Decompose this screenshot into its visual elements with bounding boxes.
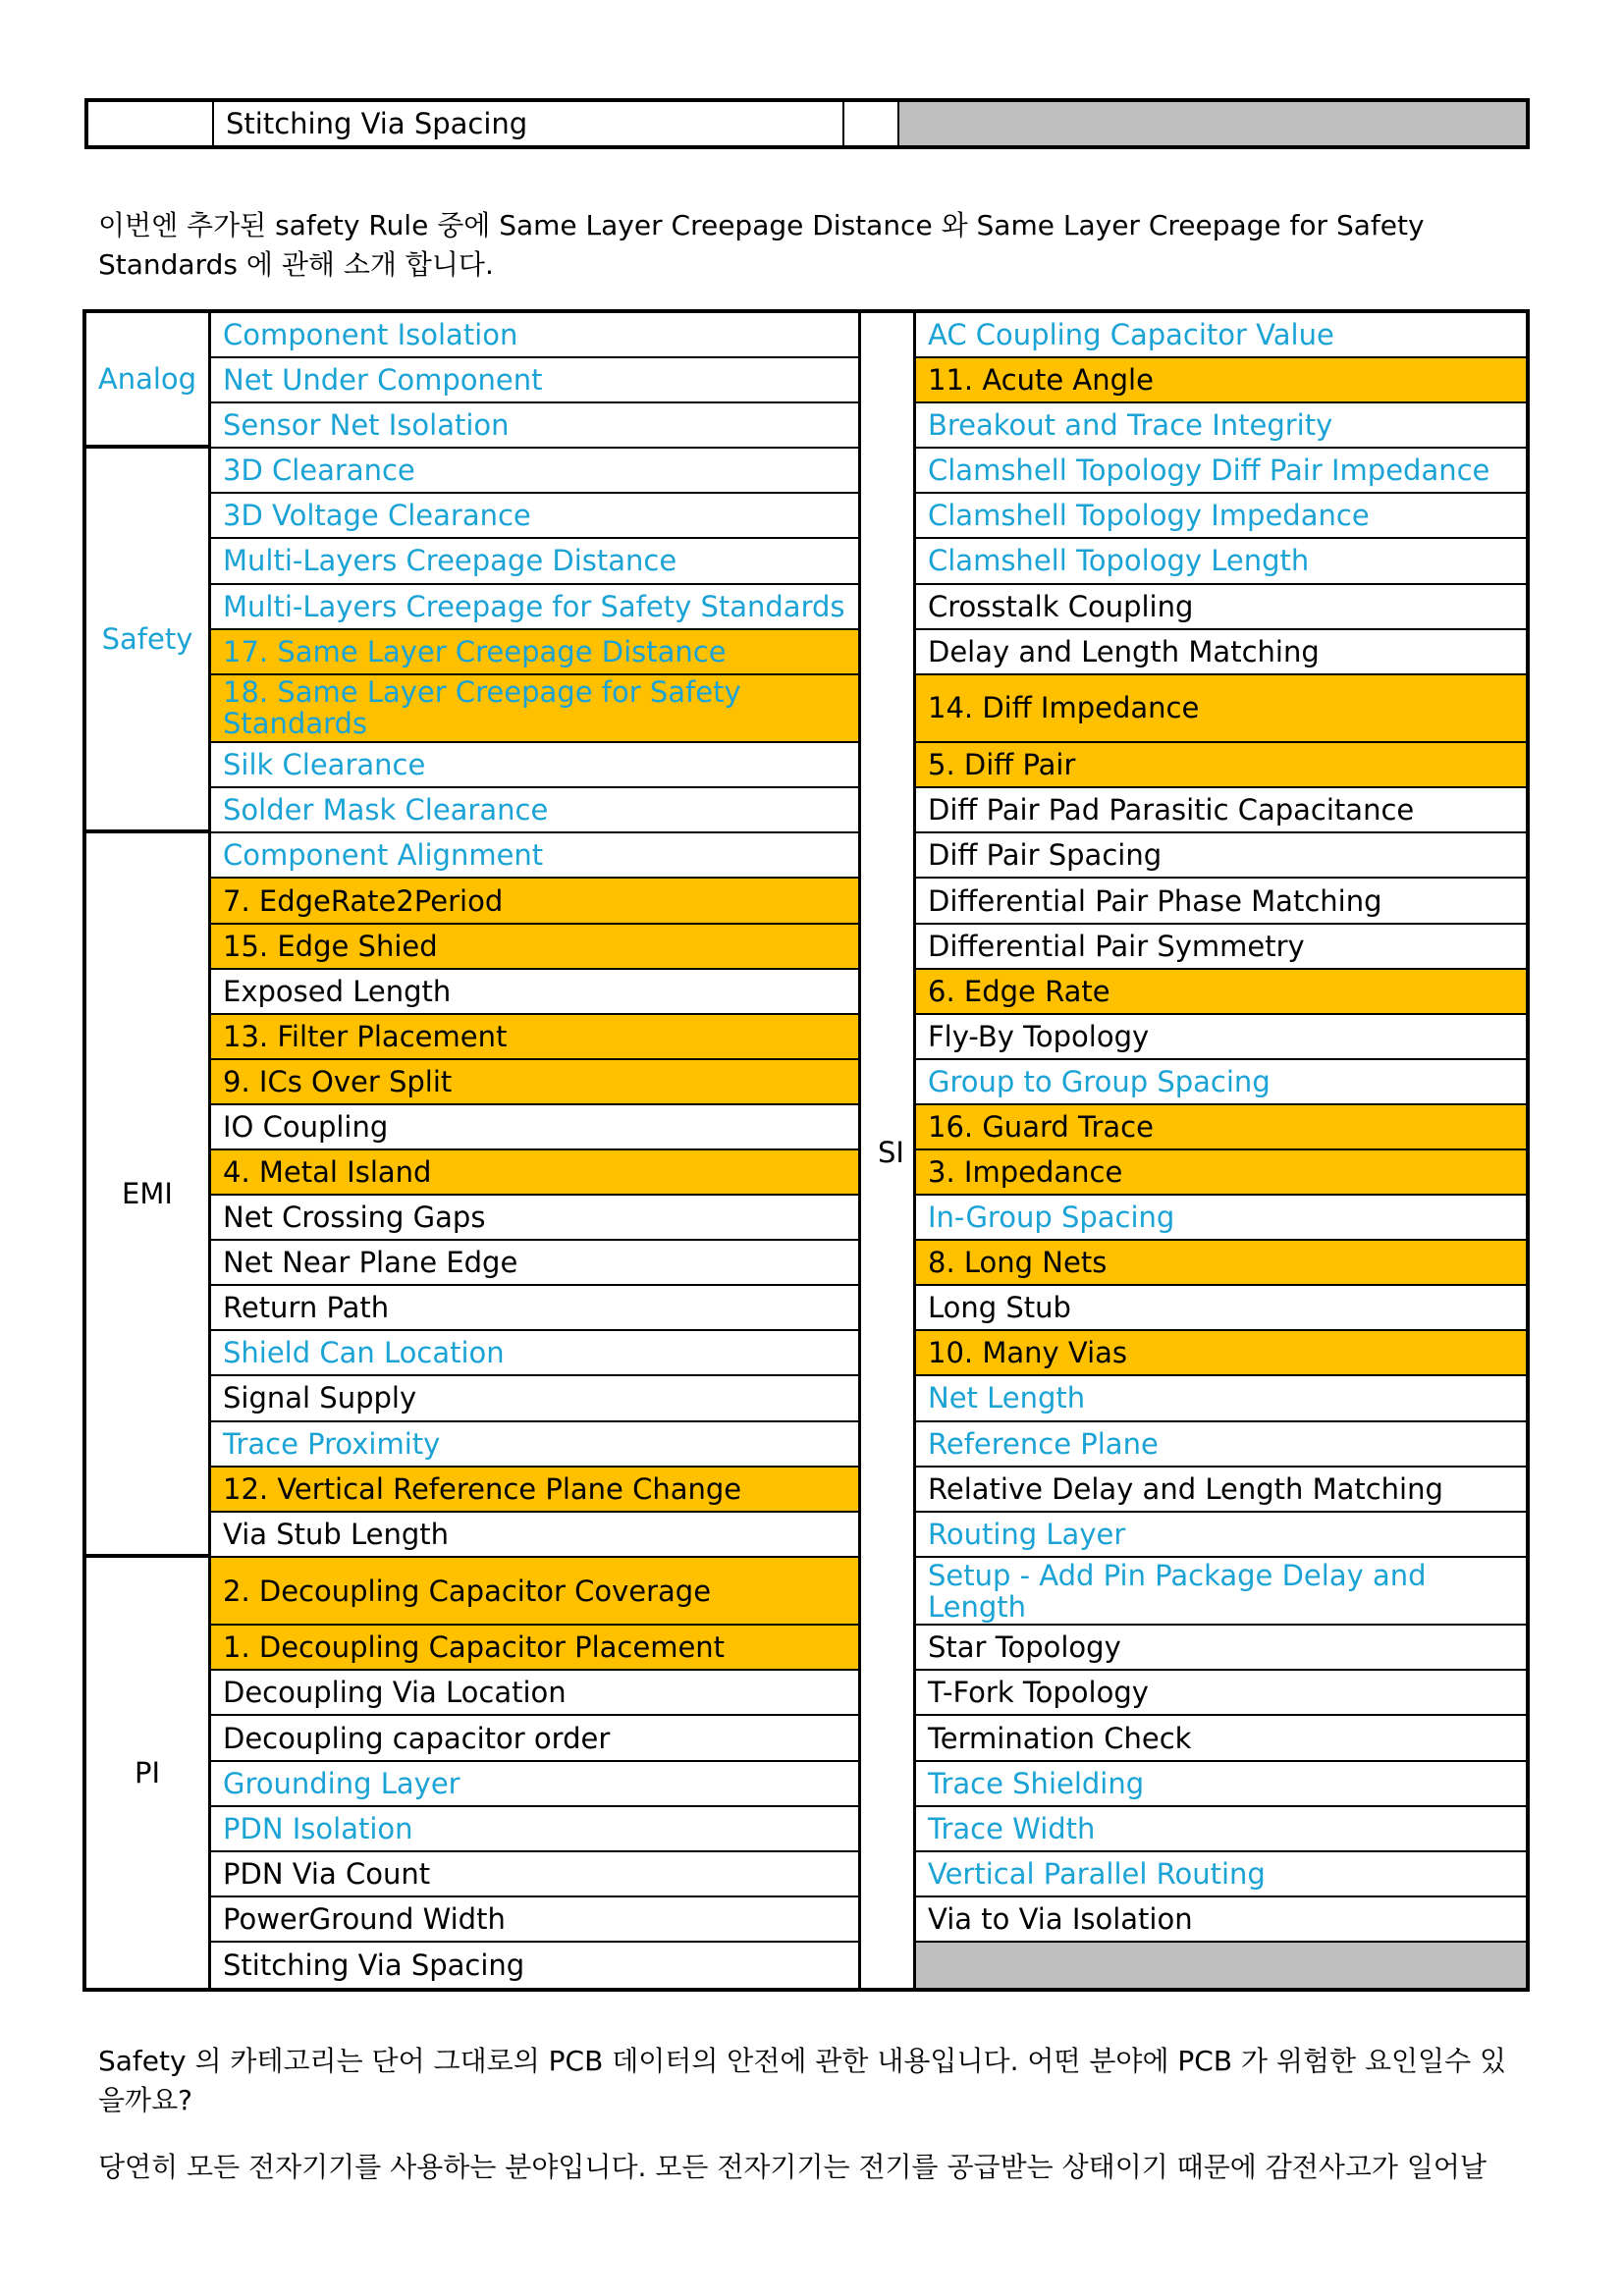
rule-row: Net Crossing Gaps [211,1196,858,1241]
rule-row: 5. Diff Pair [916,743,1526,788]
rule-row: Diff Pair Pad Parasitic Capacitance [916,788,1526,833]
rule-row: In-Group Spacing [916,1196,1526,1241]
rule-row: 3D Clearance [211,449,858,494]
rule-row: 6. Edge Rate [916,970,1526,1015]
rule-row: Via to Via Isolation [916,1897,1526,1943]
body-paragraph-1: Safety 의 카테고리는 단어 그대로의 PCB 데이터의 안전에 관한 내용입니다. 어떤 분야에 PCB 가 위험한 요인일수 있을까요? [98,2045,1507,2116]
left-rules-column [211,313,858,1988]
strip-empty-cell [88,102,214,145]
rule-row: Multi-Layers Creepage for Safety Standards [211,585,858,630]
rule-row: Signal Supply [211,1376,858,1421]
rule-row: PDN Isolation [211,1807,858,1852]
rule-row: Relative Delay and Length Matching [916,1468,1526,1513]
rule-row: 15. Edge Shied [211,925,858,970]
rule-row: 13. Filter Placement [211,1015,858,1060]
rule-row: Vertical Parallel Routing [916,1852,1526,1897]
body-paragraph-2: 당연히 모든 전자기기를 사용하는 분야입니다. 모든 전자기기는 전기를 공급받는 상태이기 때문에 감전사고가 일어날 [98,2151,1488,2183]
rule-row: Exposed Length [211,970,858,1015]
rule-row: Clamshell Topology Diff Pair Impedance [916,449,1526,494]
rule-row: Breakout and Trace Integrity [916,403,1526,449]
rule-row: Trace Shielding [916,1762,1526,1807]
rule-row: Component Alignment [211,833,858,879]
rule-row: Component Isolation [211,313,858,358]
rule-row: Trace Width [916,1807,1526,1852]
rule-row: 3D Voltage Clearance [211,494,858,539]
rule-row: Group to Group Spacing [916,1060,1526,1105]
rule-row: Shield Can Location [211,1331,858,1376]
rule-row: 10. Many Vias [916,1331,1526,1376]
rule-row: Reference Plane [916,1422,1526,1468]
rule-row: Net Length [916,1376,1526,1421]
rule-row: Solder Mask Clearance [211,788,858,833]
rule-row: 12. Vertical Reference Plane Change [211,1468,858,1513]
right-rules-column [916,313,1526,1988]
category-si: SI [878,1136,904,1169]
rule-row: PowerGround Width [211,1897,858,1943]
rule-row: 3. Impedance [916,1150,1526,1196]
rule-row: Net Near Plane Edge [211,1241,858,1286]
rules-table [82,309,1530,1992]
rule-row: PDN Via Count [211,1852,858,1897]
rule-row: Clamshell Topology Length [916,539,1526,584]
rule-row: Star Topology [916,1626,1526,1671]
rule-row: Multi-Layers Creepage Distance [211,539,858,584]
rule-row: Decoupling Via Location [211,1671,858,1716]
strip-rule-cell: Stitching Via Spacing [214,102,844,145]
rule-row: 18. Same Layer Creepage for Safety Standards [211,675,858,744]
continuation-table [84,98,1530,149]
category-column [86,313,208,1988]
rule-row: Stitching Via Spacing [223,1948,525,1982]
rule-row: Delay and Length Matching [916,630,1526,675]
category-analog: Analog [86,313,208,449]
rule-row: Fly-By Topology [916,1015,1526,1060]
rule-row: AC Coupling Capacitor Value [916,313,1526,358]
rule-row: Differential Pair Phase Matching [916,879,1526,924]
category-pi: PI [134,1755,161,1789]
rule-row: Decoupling capacitor order [211,1716,858,1761]
rule-row: 1. Decoupling Capacitor Placement [211,1626,858,1671]
rule-row: 17. Same Layer Creepage Distance [211,630,858,675]
strip-gray-cell [899,102,1526,145]
rule-row: Silk Clearance [211,743,858,788]
rule-row: 8. Long Nets [916,1241,1526,1286]
rule-row: Differential Pair Symmetry [916,925,1526,970]
rule-row: 9. ICs Over Split [211,1060,858,1105]
rule-row: 16. Guard Trace [916,1105,1526,1150]
divider-left [858,313,861,1988]
rule-row: Return Path [211,1286,858,1331]
rule-row: Termination Check [916,1716,1526,1761]
rule-row: Crosstalk Coupling [916,585,1526,630]
rule-row: Grounding Layer [211,1762,858,1807]
rule-row: Via Stub Length [211,1513,858,1558]
rule-row: 2. Decoupling Capacitor Coverage [211,1558,858,1627]
rule-row: 7. EdgeRate2Period [211,879,858,924]
rule-row: Sensor Net Isolation [211,403,858,449]
rule-row: 14. Diff Impedance [916,675,1526,744]
strip-empty-cell-2 [844,102,899,145]
rule-row: IO Coupling [211,1105,858,1150]
category-safety: Safety [86,449,208,833]
rule-row: Trace Proximity [211,1422,858,1468]
rule-row: Clamshell Topology Impedance [916,494,1526,539]
rule-row: Net Under Component [211,358,858,403]
rule-row: 4. Metal Island [211,1150,858,1196]
rule-row: T-Fork Topology [916,1671,1526,1716]
rule-row: 11. Acute Angle [916,358,1526,403]
rule-row: Setup - Add Pin Package Delay and Length [916,1558,1526,1627]
rule-row: Long Stub [916,1286,1526,1331]
intro-paragraph: 이번엔 추가된 safety Rule 중에 Same Layer Creepage Distance 와 Same Layer Creepage for Safety Standards 에 관해 소개 합니다. [98,209,1425,281]
rule-row: Routing Layer [916,1513,1526,1558]
category-emi: EMI [86,833,208,1557]
rule-row [916,1943,1526,1988]
rule-row: Diff Pair Spacing [916,833,1526,879]
